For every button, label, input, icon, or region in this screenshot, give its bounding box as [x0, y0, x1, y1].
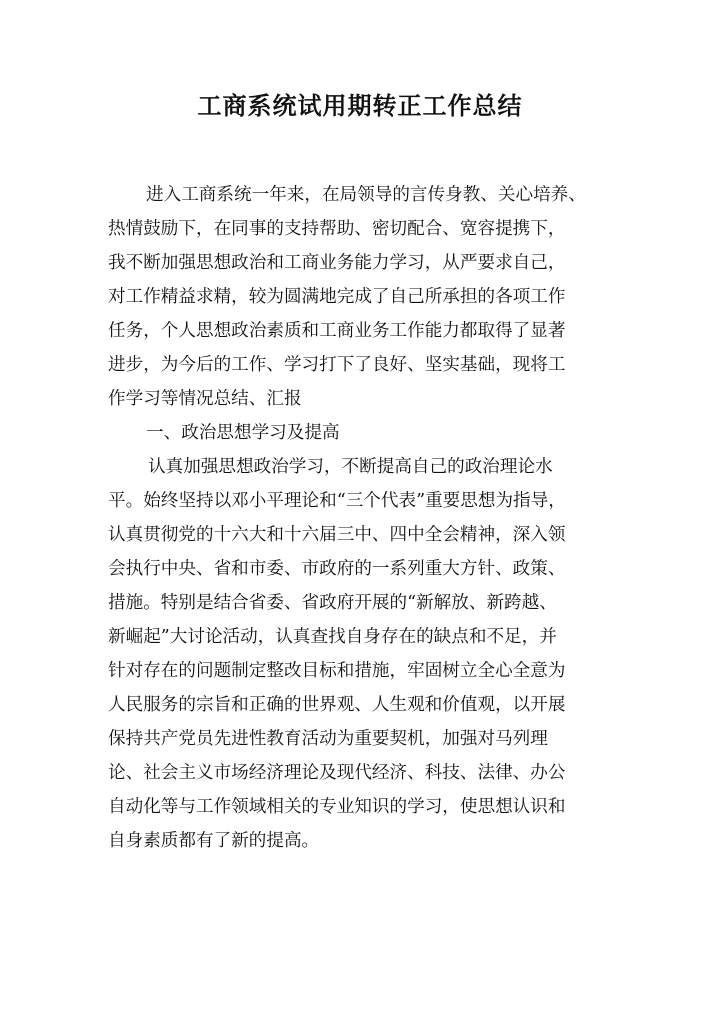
- paragraph-2-line-1: 认真加强思想政治学习，不断提高自己的政治理论水: [148, 457, 553, 477]
- paragraph-2-line-6: 新崛起”大讨论活动，认真查找自身存在的缺点和不足，并: [108, 627, 557, 647]
- section-heading: 一、政治思想学习及提高: [146, 423, 340, 443]
- paragraph-1-line-2: 热情鼓励下，在同事的支持帮助、密切配合、宽容提携下，: [108, 219, 566, 239]
- paragraph-2-line-12: 自身素质都有了新的提高。: [108, 831, 320, 851]
- paragraph-2-line-8: 人民服务的宗旨和正确的世界观、人生观和价值观，以开展: [108, 695, 566, 715]
- paragraph-2-line-4: 会执行中央、省和市委、市政府的一系列重大方针、政策、: [108, 559, 566, 579]
- paragraph-2-line-10: 论、社会主义市场经济理论及现代经济、科技、法律、办公: [108, 763, 566, 783]
- paragraph-1-line-3: 我不断加强思想政治和工商业务能力学习，从严要求自己，: [108, 253, 566, 273]
- paragraph-2-line-9: 保持共产党员先进性教育活动为重要契机，加强对马列理: [108, 729, 548, 749]
- paragraph-1-line-6: 进步，为今后的工作、学习打下了良好、坚实基础，现将工: [108, 355, 566, 375]
- paragraph-2-line-2: 平。始终坚持以邓小平理论和“三个代表”重要思想为指导，: [108, 491, 566, 511]
- document-title: 工商系统试用期转正工作总结: [197, 92, 523, 120]
- paragraph-1-line-5: 任务，个人思想政治素质和工商业务工作能力都取得了显著: [108, 321, 566, 341]
- paragraph-1-line-7: 作学习等情况总结、汇报: [108, 389, 302, 409]
- paragraph-2-line-5: 措施。特别是结合省委、省政府开展的“新解放、新跨越、: [108, 593, 557, 613]
- paragraph-2-line-11: 自动化等与工作领域相关的专业知识的学习，使思想认识和: [108, 797, 566, 817]
- paragraph-1-line-1: 进入工商系统一年来，在局领导的言传身教、关心培养、: [146, 185, 586, 205]
- paragraph-1-line-4: 对工作精益求精，较为圆满地完成了自己所承担的各项工作: [108, 287, 566, 307]
- document-body: [108, 178, 608, 858]
- paragraph-2-line-7: 针对存在的问题制定整改目标和措施，牢固树立全心全意为: [108, 661, 566, 681]
- paragraph-2-line-3: 认真贯彻党的十六大和十六届三中、四中全会精神，深入领: [108, 525, 566, 545]
